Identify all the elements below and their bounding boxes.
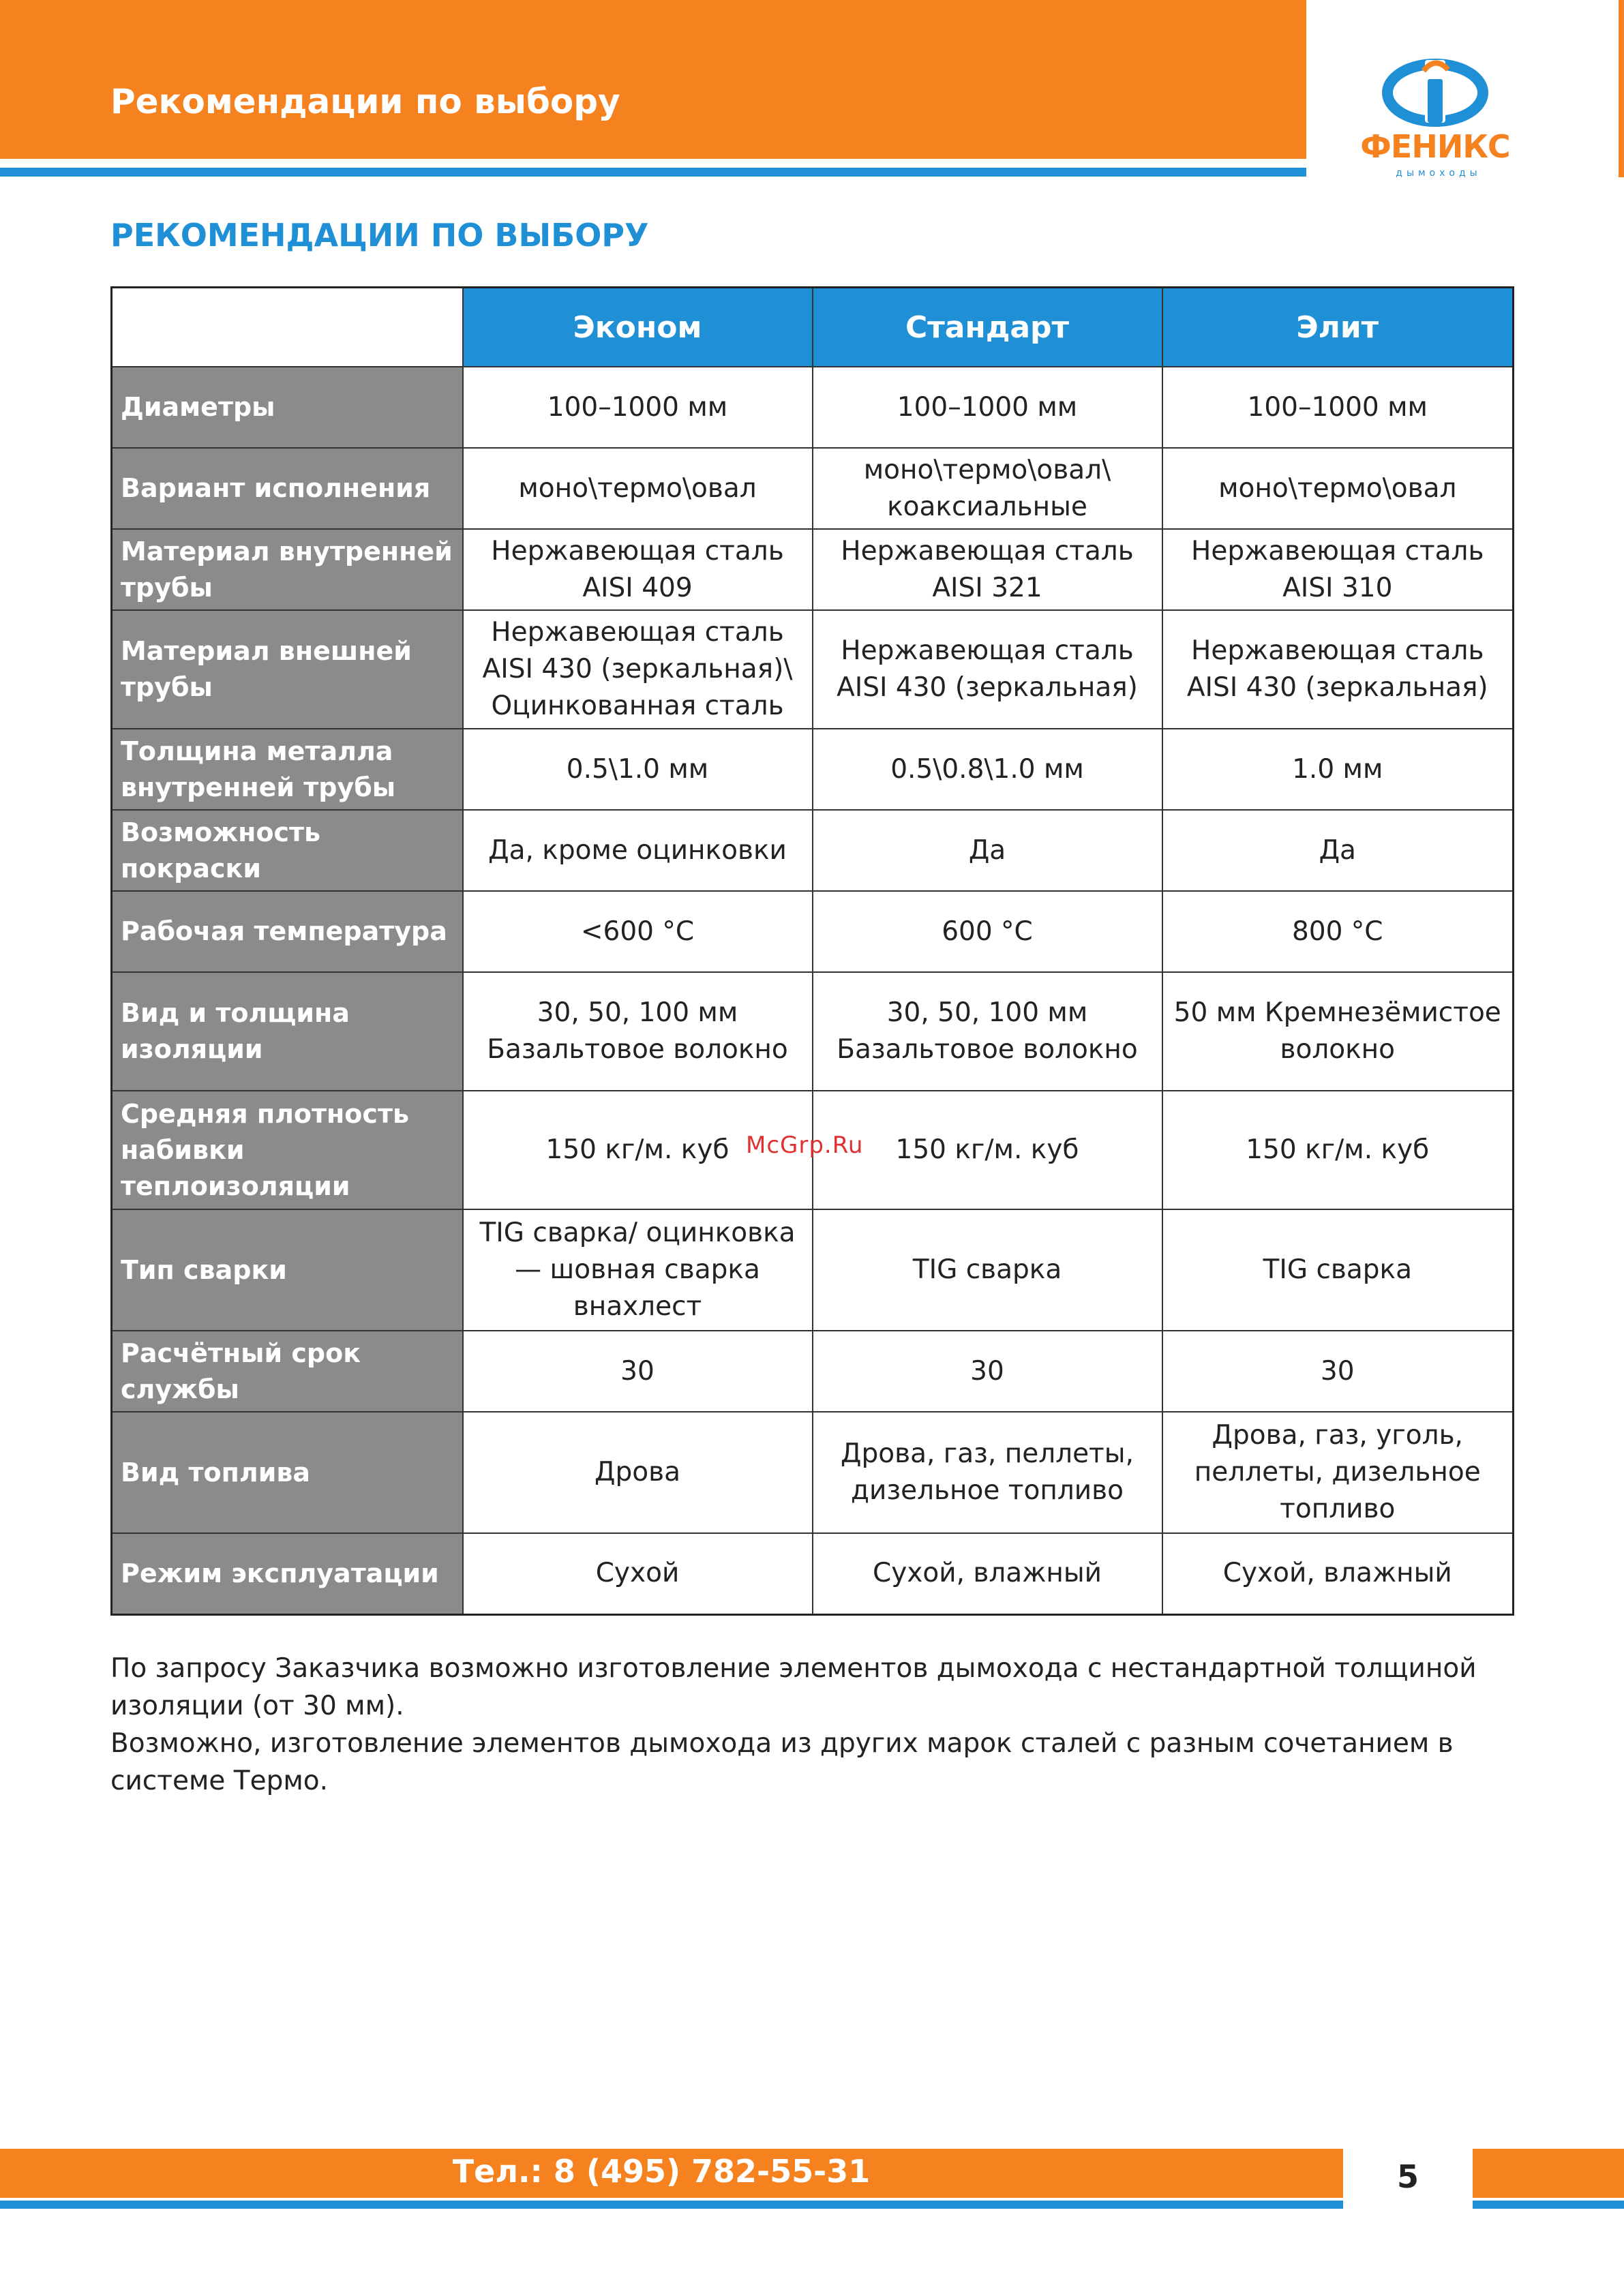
table-cell: 600 °C xyxy=(813,891,1162,972)
table-cell: Сухой xyxy=(463,1533,813,1614)
table-cell: 1.0 мм xyxy=(1162,729,1514,810)
table-cell: 30 xyxy=(463,1331,813,1412)
table-row xyxy=(112,1209,1514,1331)
table-cell: 30 xyxy=(813,1331,1162,1412)
table-cell: Да xyxy=(813,810,1162,891)
phoenix-logo-icon xyxy=(1357,53,1514,128)
footer-bar-right xyxy=(1473,2149,1624,2198)
row-label: Возможность покраски xyxy=(112,810,463,891)
table-header-row xyxy=(112,288,1514,367)
table-cell: 800 °C xyxy=(1162,891,1514,972)
row-label: Тип сварки xyxy=(112,1209,463,1331)
header-bar xyxy=(0,0,1306,159)
table-row xyxy=(112,367,1514,448)
table-cell: Дрова, газ, уголь, пеллеты, дизельное топливо xyxy=(1162,1412,1514,1533)
footer-divider-right xyxy=(1473,2201,1624,2209)
table-cell: <600 °C xyxy=(463,891,813,972)
table-cell: Дрова, газ, пеллеты, дизельное топливо xyxy=(813,1412,1162,1533)
table-cell: Нержавеющая сталь AISI 321 xyxy=(813,529,1162,610)
table-cell: Сухой, влажный xyxy=(813,1533,1162,1614)
table-cell: Нержавеющая сталь AISI 409 xyxy=(463,529,813,610)
table-cell: Нержавеющая сталь AISI 430 (зеркальная) xyxy=(813,610,1162,729)
table-cell: 50 мм Кремнезёмистое волокно xyxy=(1162,972,1514,1091)
table-cell: 100–1000 мм xyxy=(463,367,813,448)
logo-subtitle: дымоходы xyxy=(1396,168,1482,179)
row-label: Расчётный срок службы xyxy=(112,1331,463,1412)
table-cell: 0.5\1.0 мм xyxy=(463,729,813,810)
table-corner xyxy=(112,288,463,367)
row-label: Материал внешней трубы xyxy=(112,610,463,729)
table-cell: 150 кг/м. куб xyxy=(813,1091,1162,1209)
table-row xyxy=(112,972,1514,1091)
row-label: Вид топлива xyxy=(112,1412,463,1533)
logo-name: ФЕНИКС xyxy=(1360,128,1510,165)
notes xyxy=(110,1650,1515,1800)
header-title: Рекомендации по выбору xyxy=(110,82,620,121)
table-row xyxy=(112,810,1514,891)
table-row xyxy=(112,1533,1514,1614)
row-label: Рабочая температура xyxy=(112,891,463,972)
table-row xyxy=(112,448,1514,529)
table-cell: Сухой, влажный xyxy=(1162,1533,1514,1614)
table-cell: моно\термо\овал\ коаксиальные xyxy=(813,448,1162,529)
column-header: Эконом xyxy=(463,288,813,367)
table-row xyxy=(112,891,1514,972)
table-cell: 0.5\0.8\1.0 мм xyxy=(813,729,1162,810)
page-number: 5 xyxy=(1396,2158,1419,2195)
section-title: РЕКОМЕНДАЦИИ ПО ВЫБОРУ xyxy=(110,217,649,254)
table-cell: Нержавеющая сталь AISI 430 (зеркальная)\ Оцинкованная сталь xyxy=(463,610,813,729)
table-cell: 150 кг/м. куб xyxy=(463,1091,813,1209)
column-header: Стандарт xyxy=(813,288,1162,367)
table-cell: 30, 50, 100 мм Базальтовое волокно xyxy=(813,972,1162,1091)
footer-divider xyxy=(0,2201,1343,2209)
column-header: Элит xyxy=(1162,288,1514,367)
table-cell: 30 xyxy=(1162,1331,1514,1412)
table-cell: TIG сварка/ оцинковка — шовная сварка внахлест xyxy=(463,1209,813,1331)
note-paragraph: По запросу Заказчика возможно изготовление элементов дымохода с нестандартной толщиной изоляции (от 30 мм). xyxy=(110,1653,1477,1721)
table-row xyxy=(112,1331,1514,1412)
table-cell: TIG сварка xyxy=(813,1209,1162,1331)
table-cell: Да xyxy=(1162,810,1514,891)
footer-phone: Тел.: 8 (495) 782-55-31 xyxy=(452,2153,871,2190)
comparison-table xyxy=(110,286,1514,1616)
note-paragraph: Возможно, изготовление элементов дымохода из других марок сталей с разным сочетанием в системе Термо. xyxy=(110,1728,1454,1796)
header-divider xyxy=(0,168,1306,177)
table-cell: 30, 50, 100 мм Базальтовое волокно xyxy=(463,972,813,1091)
table-cell: 150 кг/м. куб xyxy=(1162,1091,1514,1209)
table-cell: Нержавеющая сталь AISI 430 (зеркальная) xyxy=(1162,610,1514,729)
row-label: Средняя плотность набивки теплоизоляции xyxy=(112,1091,463,1209)
table-cell: моно\термо\овал xyxy=(463,448,813,529)
table-cell: 100–1000 мм xyxy=(813,367,1162,448)
edge-stripe xyxy=(1619,0,1624,177)
table-row xyxy=(112,529,1514,610)
table-cell: Нержавеющая сталь AISI 310 xyxy=(1162,529,1514,610)
row-label: Толщина металла внутренней трубы xyxy=(112,729,463,810)
table-cell: TIG сварка xyxy=(1162,1209,1514,1331)
row-label: Вид и толщина изоляции xyxy=(112,972,463,1091)
table-row xyxy=(112,610,1514,729)
watermark: McGrp.Ru xyxy=(746,1132,864,1159)
table-row xyxy=(112,729,1514,810)
table-cell: моно\термо\овал xyxy=(1162,448,1514,529)
row-label: Материал внутренней трубы xyxy=(112,529,463,610)
table-cell: Да, кроме оцинковки xyxy=(463,810,813,891)
table-row xyxy=(112,1412,1514,1533)
logo xyxy=(1357,53,1534,183)
table-cell: 100–1000 мм xyxy=(1162,367,1514,448)
table-cell: Дрова xyxy=(463,1412,813,1533)
row-label: Режим эксплуатации xyxy=(112,1533,463,1614)
row-label: Вариант исполнения xyxy=(112,448,463,529)
row-label: Диаметры xyxy=(112,367,463,448)
